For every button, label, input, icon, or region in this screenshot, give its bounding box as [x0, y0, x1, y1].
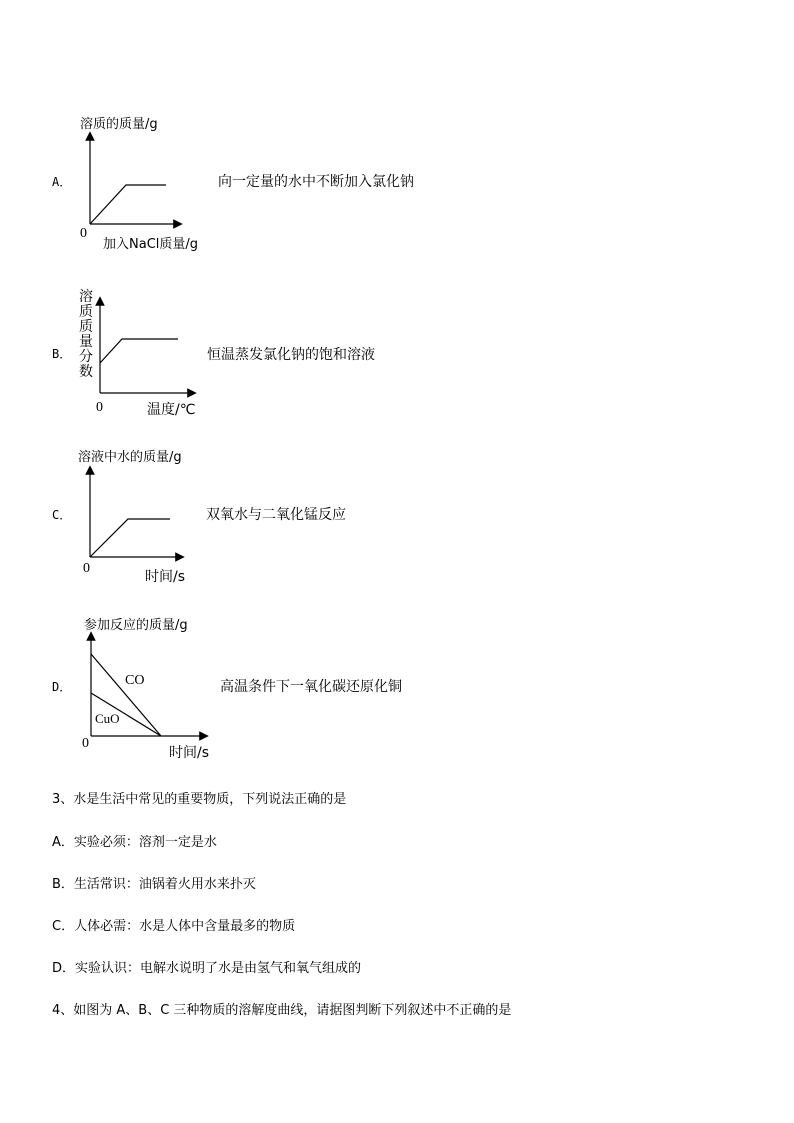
question-3-option-a: A．实验必须：溶剂一定是水	[52, 835, 217, 850]
option-a-origin: 0	[80, 226, 87, 241]
option-b-ylabel-char: 质	[79, 319, 93, 335]
option-a-desc: 向一定量的水中不断加入氯化钠	[218, 174, 414, 190]
question-3-stem: 3、水是生活中常见的重要物质，下列说法正确的是	[52, 792, 347, 807]
option-b-ylabel-char: 量	[79, 334, 93, 350]
option-a-letter: A．	[52, 175, 72, 189]
option-c-ylabel: 溶液中水的质量/g	[78, 450, 182, 465]
option-b-graph	[92, 295, 202, 400]
option-b-curve	[100, 339, 178, 363]
option-d-ylabel: 参加反应的质量/g	[84, 618, 188, 633]
option-d-cuo-label: CuO	[95, 711, 120, 726]
option-b-letter: B．	[52, 347, 72, 361]
option-a-graph	[78, 130, 188, 230]
option-c-letter: C．	[52, 508, 72, 522]
option-c-desc: 双氧水与二氧化锰反应	[206, 507, 346, 523]
option-a-curve	[90, 185, 166, 224]
option-d-letter: D．	[52, 680, 72, 694]
option-b-xlabel: 温度/℃	[147, 402, 196, 418]
option-c-graph	[80, 464, 190, 564]
option-a-xlabel: 加入NaCl质量/g	[103, 237, 199, 252]
option-d-xlabel: 时间/s	[169, 745, 210, 761]
option-a-ylabel: 溶质的质量/g	[80, 117, 158, 132]
question-3-option-b: B．生活常识：油锅着火用水来扑灭	[52, 877, 256, 892]
option-b-origin: 0	[96, 400, 103, 415]
question-3-option-c: C．人体必需：水是人体中含量最多的物质	[52, 919, 296, 934]
option-b-ylabel-char: 质	[79, 304, 93, 320]
option-b-ylabel-char: 分	[79, 349, 93, 365]
question-4-stem: 4、如图为 A、B、C 三种物质的溶解度曲线，请据图判断下列叙述中不正确的是	[52, 1003, 512, 1018]
option-d-co-label: CO	[125, 673, 145, 688]
question-3-option-d: D．实验认识：电解水说明了水是由氢气和氧气组成的	[52, 961, 362, 976]
option-c-xlabel: 时间/s	[145, 569, 186, 585]
option-d-origin: 0	[82, 736, 89, 751]
option-b-ylabel-char: 溶	[79, 289, 93, 305]
option-b-ylabel-char: 数	[79, 364, 93, 380]
option-b-desc: 恒温蒸发氯化钠的饱和溶液	[207, 347, 375, 363]
option-d-desc: 高温条件下一氧化碳还原化铜	[220, 679, 402, 695]
option-c-curve	[90, 519, 170, 557]
option-c-origin: 0	[83, 561, 90, 576]
